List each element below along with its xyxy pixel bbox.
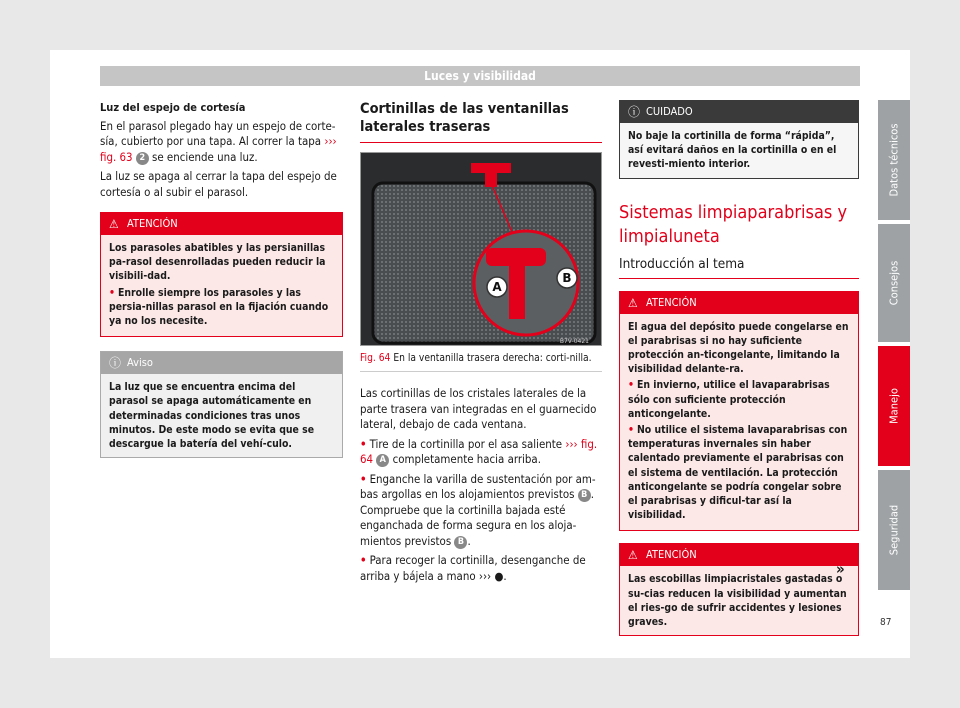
warning-triangle-icon: ⚠: [628, 548, 638, 563]
warning-box: [100, 212, 343, 337]
warning-body: Las escobillas limpiacristales gastadas o su-cias reducen la visibilidad y aumentan el ries-go de sufrir accidentes y lesiones graves.: [620, 566, 858, 635]
warning-header: [620, 544, 858, 566]
note-box: [100, 351, 343, 458]
info-icon: ⓘ: [628, 105, 641, 119]
warning-bullet: [628, 378, 851, 421]
caution-title: CUIDADO: [646, 105, 693, 118]
tab-consejos[interactable]: [878, 224, 910, 342]
tab-label: Consejos: [887, 260, 901, 306]
bullet-text: No utilice el sistema lavaparabrisas con temperaturas invernales sin haber calentado previamente el parabrisas con el sistema de ventilación. La protección anticongelante se podría congelar sobre el parabrisas y dificul-tar así la visibilidad.: [628, 424, 848, 522]
text: Enganche la varilla de sustentación por am-bas argollas en los alojamientos previstos: [360, 471, 596, 501]
topic-title: Introducción al tema: [619, 255, 859, 279]
section-subhead: Luz del espejo de cortesía: [100, 101, 246, 114]
warning-title: ATENCIÓN: [646, 295, 697, 309]
column-1: [100, 100, 343, 458]
column-3: [619, 100, 859, 636]
note-title: Aviso: [127, 356, 153, 370]
callout-a-label: A: [492, 280, 502, 294]
callout-number: 2: [136, 152, 149, 165]
caption-text: En la ventanilla trasera derecha: corti-nilla.: [393, 353, 592, 364]
warning-header: [101, 213, 342, 235]
caution-header: [620, 101, 858, 123]
text: Para recoger la cortinilla, desenganche de arriba y bájela a mano: [360, 553, 586, 583]
bullet-text: Enrolle siempre los parasoles y las persia-nillas parasol en la fijación cuando ya no los necesite.: [109, 286, 329, 328]
text: completamente hacia arriba.: [389, 452, 541, 466]
warning-title: ATENCIÓN: [646, 548, 697, 562]
step-item: • Para recoger la cortinilla, desenganche de arriba y bájela a mano ››› ●.: [360, 553, 586, 583]
warning-box: [619, 291, 859, 532]
rear-window-blind-illustration: [361, 153, 602, 346]
bullet-icon: •: [628, 379, 634, 392]
info-circle-icon: ●: [494, 568, 504, 583]
warning-triangle-icon: ⚠: [109, 217, 119, 231]
warning-triangle-icon: ⚠: [628, 295, 638, 310]
page-header: Luces y visibilidad: [100, 66, 860, 86]
bullet-icon: •: [109, 286, 115, 299]
tab-seguridad[interactable]: [878, 470, 910, 590]
bullet-text: En invierno, utilice el lavaparabrisas sólo con suficiente protección anticongelante.: [628, 379, 830, 420]
continue-arrow-icon: »: [836, 560, 845, 578]
bullet-icon: •: [628, 424, 634, 437]
column-2: [360, 100, 602, 588]
figure-caption: [360, 352, 602, 372]
bullet-icon: •: [360, 553, 367, 567]
warning-header: [620, 292, 858, 314]
step-item: • Enganche la varilla de sustentación por am-bas argollas en los alojamientos previstos B . Compruebe que la cortinilla bajada esté enganchada de forma segura en los aloja-mientos previstos B .: [360, 471, 596, 548]
paragraph: Las cortinillas de los cristales laterales de la parte trasera van integradas en el guarnecido lateral, debajo de cada ventana.: [360, 386, 597, 431]
warning-bullet: [109, 286, 335, 329]
warning-title: ATENCIÓN: [127, 217, 178, 230]
paragraph: La luz se apaga al cerrar la tapa del espejo de cortesía o al subir el parasol.: [100, 169, 337, 199]
text: En el parasol plegado hay un espejo de corte-sía, cubierto por una tapa. Al correr la tapa: [100, 118, 336, 148]
warning-body: [620, 314, 858, 531]
paragraph: [100, 119, 343, 166]
bullet-icon: •: [360, 471, 367, 486]
warning-bullet: [628, 423, 851, 522]
step-item: [360, 437, 602, 468]
note-body: La luz que se encuentra encima del parasol se apaga automáticamente en determinadas condiciones tras unos minutos. De este modo se evita que se descargue la batería del vehí-culo.: [101, 374, 342, 457]
tab-datos-tecnicos[interactable]: [878, 100, 910, 220]
figure-64-image: [360, 152, 602, 346]
text: se enciende una luz.: [148, 149, 258, 164]
figure-code: B7V-0421: [559, 338, 589, 345]
callout-letter: A: [376, 454, 389, 467]
caution-body: No baje la cortinilla de forma “rápida”, así evitará daños en la cortinilla o en el revesti-miento interior.: [620, 123, 858, 178]
bullet-icon: •: [360, 436, 367, 451]
figure-link[interactable]: ››› fig. 63: [100, 134, 337, 164]
figure-link[interactable]: ››› fig. 64: [360, 436, 598, 466]
figure-label: Fig. 64: [360, 353, 391, 364]
caution-box: [619, 100, 859, 179]
page-number: 87: [880, 617, 892, 628]
callout-letter: B: [454, 536, 467, 549]
callout-b-label: B: [562, 271, 572, 285]
warning-box: [619, 543, 859, 636]
text: Tire de la cortinilla por el asa saliente: [369, 436, 563, 451]
info-icon: ⓘ: [109, 356, 122, 371]
tab-label: Datos técnicos: [887, 123, 901, 197]
text: . Compruebe que la cortinilla bajada esté enganchada de forma segura en los aloja-mientos previstos: [360, 487, 594, 548]
chapter-title: Sistemas limpiaparabrisas y limpialuneta: [619, 201, 848, 247]
tab-label: Manejo: [887, 388, 901, 424]
tab-label: Seguridad: [887, 504, 901, 556]
tab-manejo[interactable]: [878, 346, 910, 466]
section-title: Cortinillas de las ventanillas laterales traseras: [360, 100, 602, 143]
warning-body: [101, 235, 342, 336]
warning-text: El agua del depósito puede congelarse en el parabrisas si no hay suficiente protección an-ticongelante, limitando la visibilidad delante-ra.: [628, 320, 849, 376]
note-header: [101, 352, 342, 374]
warning-link[interactable]: ›››: [478, 568, 492, 583]
warning-text: Los parasoles abatibles y las persianillas pa-rasol desenrolladas pueden reducir la visibili-dad.: [109, 242, 326, 283]
callout-letter: B: [578, 489, 591, 502]
